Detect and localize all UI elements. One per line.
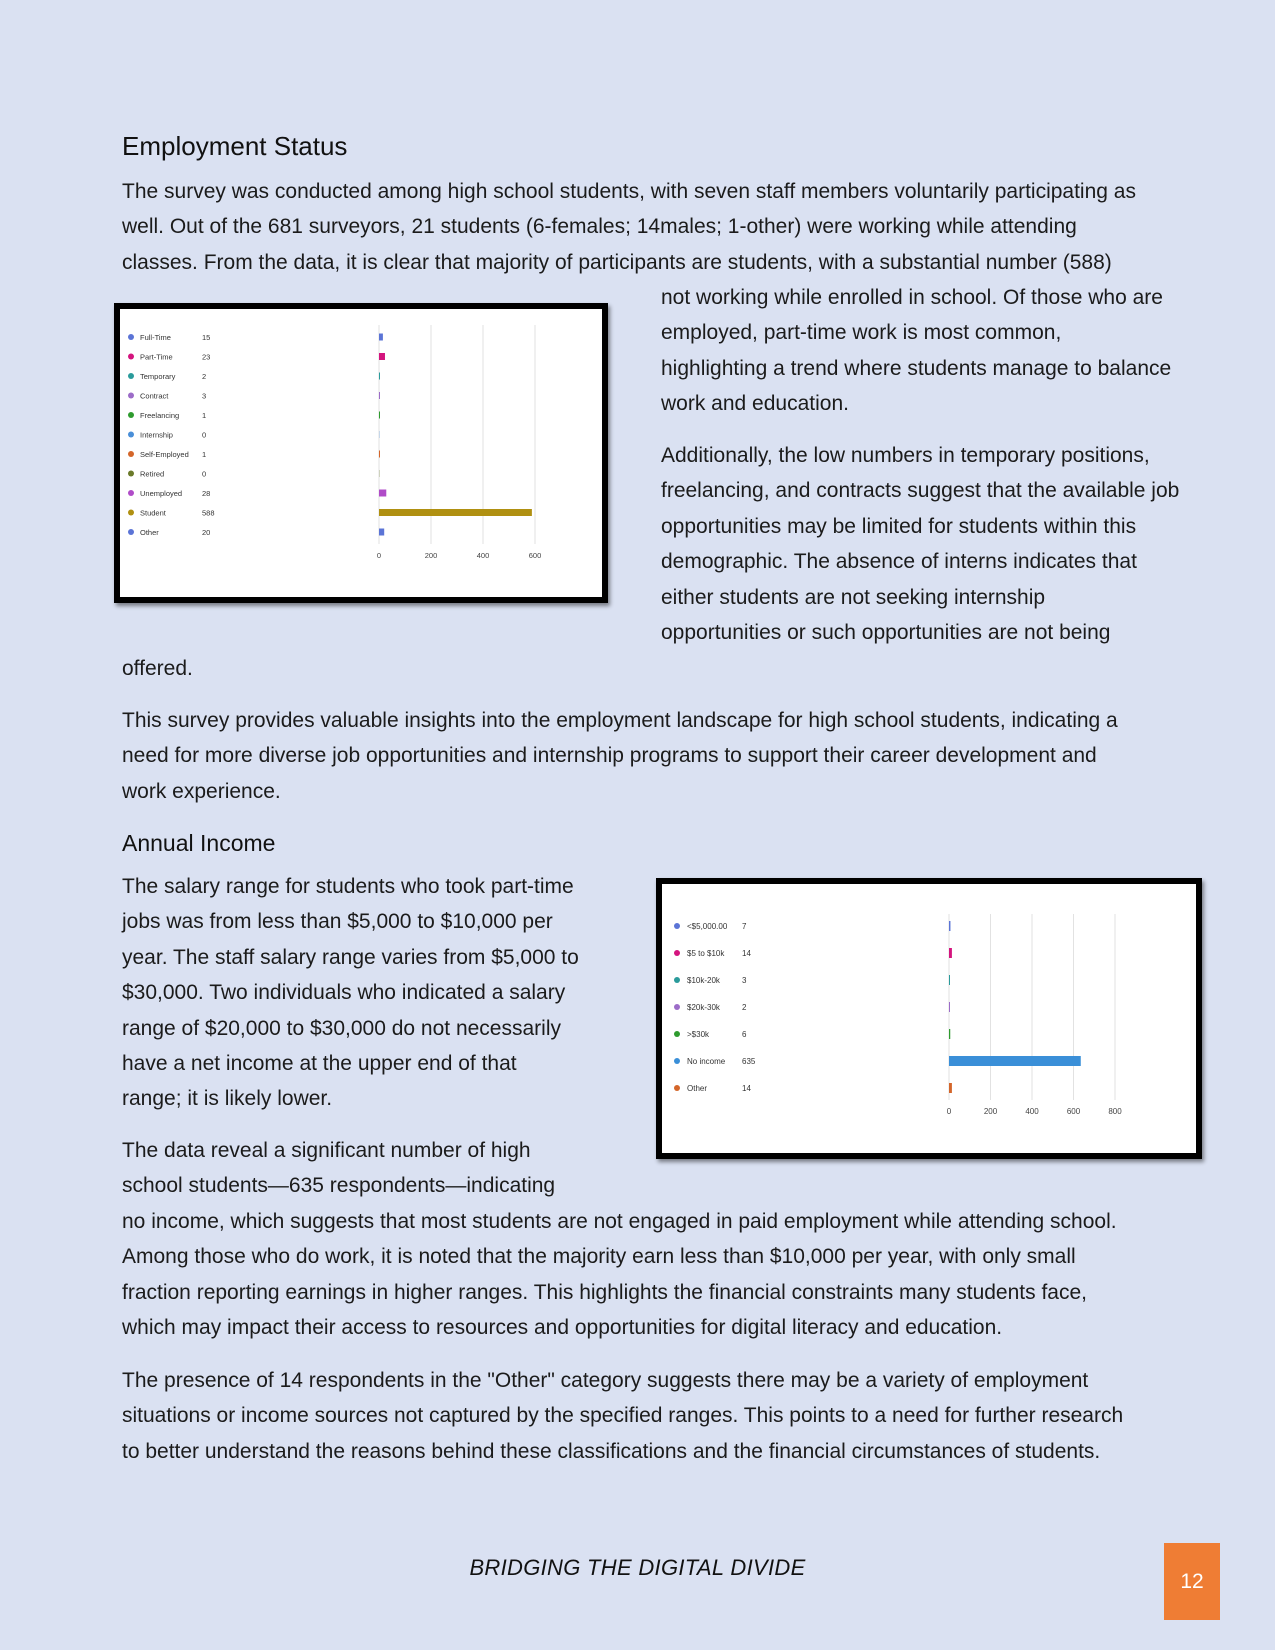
legend-dot [128, 490, 134, 496]
x-tick-label: 0 [946, 1107, 952, 1116]
text-line: range; it is likely lower. [122, 1087, 333, 1111]
legend-dot [674, 923, 680, 929]
bar [379, 431, 380, 438]
legend-dot [128, 334, 134, 340]
bar [379, 392, 380, 399]
bar [949, 1056, 1081, 1066]
income-paragraph-3 [122, 1363, 1222, 1469]
income-paragraph-2-wrap [122, 1133, 642, 1204]
x-tick-label: 400 [476, 551, 490, 560]
legend-label: $10k-20k [687, 976, 720, 985]
bar [379, 353, 385, 360]
bar [379, 334, 383, 341]
legend-value: 3 [202, 391, 207, 401]
legend-value: 588 [202, 508, 215, 518]
income-paragraph-2 [122, 1204, 1222, 1346]
text-line: no income, which suggests that most students are not engaged in paid employment while attending school. [122, 1210, 1117, 1233]
footer-title: BRIDGING THE DIGITAL DIVIDE [469, 1555, 806, 1580]
legend-label: Other [687, 1084, 708, 1093]
legend-value: 6 [742, 1030, 747, 1039]
text-line: school students—635 respondents—indicating [122, 1174, 556, 1198]
legend-value: 2 [742, 1003, 747, 1012]
text-line: The salary range for students who took part-time [122, 875, 574, 898]
text-line: either students are not seeking internship [661, 585, 1046, 609]
legend-dot [128, 354, 134, 360]
text-line: have a net income at the upper end of that [122, 1052, 517, 1076]
employment-paragraph-2 [661, 438, 1221, 650]
text-line: to better understand the reasons behind these classifications and the financial circumstances of students. [122, 1439, 1101, 1463]
legend-label: $20k-30k [687, 1003, 720, 1012]
legend-value: 3 [742, 976, 747, 985]
text-line: $30,000. Two individuals who indicated a salary [122, 981, 566, 1005]
legend-dot [128, 471, 134, 477]
legend-dot [128, 510, 134, 516]
legend-value: 14 [742, 949, 751, 958]
legend-dot [674, 977, 680, 983]
bar [379, 412, 380, 419]
text-line: well. Out of the 681 surveyors, 21 students (6-females; 14males; 1-other) were working while attending [122, 215, 1077, 239]
text-line: opportunities may be limited for students within this [661, 514, 1137, 538]
x-tick-label: 600 [1066, 1107, 1081, 1116]
text-line: The presence of 14 respondents in the "Other" category suggests there may be a variety of employment [122, 1369, 1089, 1392]
legend-label: >$30k [687, 1030, 710, 1039]
page-number-badge: 12 [1164, 1543, 1220, 1620]
bar [949, 948, 952, 958]
legend-label: $5 to $10k [687, 949, 725, 958]
bar [949, 1029, 950, 1039]
legend-dot [674, 1058, 680, 1064]
text-line: situations or income sources not captured by the specified ranges. This points to a need for further research [122, 1404, 1124, 1428]
text-line: Additionally, the low numbers in temporary positions, [661, 444, 1150, 467]
legend-value: 7 [742, 922, 747, 931]
text-line: work experience. [122, 779, 281, 803]
employment-paragraph-1 [122, 174, 1222, 280]
legend-label: Part-Time [140, 352, 173, 362]
bar [379, 509, 532, 516]
bar [949, 1002, 950, 1012]
legend-label: Retired [140, 469, 165, 479]
text-line: need for more diverse job opportunities and internship programs to support their career development and [122, 744, 1097, 768]
text-line: employed, part-time work is most common, [661, 321, 1062, 345]
legend-value: 0 [202, 430, 207, 440]
legend-dot [128, 432, 134, 438]
income-chart-figure [656, 878, 1202, 1159]
x-tick-label: 800 [1108, 1107, 1122, 1116]
employment-paragraph-1-wrap [661, 280, 1221, 422]
x-tick-label: 600 [528, 551, 542, 560]
text-line: Among those who do work, it is noted that the majority earn less than $10,000 per year, with only small [122, 1245, 1076, 1269]
legend-value: 2 [202, 372, 207, 381]
legend-label: No income [687, 1057, 726, 1066]
text-line: not working while enrolled in school. Of those who are [661, 286, 1163, 309]
legend-dot [128, 393, 134, 399]
legend-dot [674, 1085, 680, 1091]
bar [949, 1083, 952, 1093]
employment-paragraph-3 [122, 703, 1222, 809]
legend-value: 15 [202, 333, 211, 342]
legend-dot [674, 1031, 680, 1037]
income-heading: Annual Income [122, 830, 276, 856]
bar [379, 490, 386, 497]
text-line: range of $20,000 to $30,000 do not necessarily [122, 1016, 561, 1040]
legend-dot [674, 950, 680, 956]
legend-value: 28 [202, 489, 211, 498]
x-tick-label: 400 [1025, 1107, 1039, 1116]
legend-dot [128, 373, 134, 379]
text-line: jobs was from less than $5,000 to $10,000 per [122, 910, 553, 934]
legend-dot [674, 1004, 680, 1010]
text-line: year. The staff salary range varies from $5,000 to [122, 945, 579, 969]
bar [949, 921, 950, 931]
text-line: which may impact their access to resources and opportunities for digital literacy and education. [122, 1316, 1003, 1340]
x-tick-label: 200 [983, 1107, 998, 1116]
text-line: The data reveal a significant number of high [122, 1139, 531, 1162]
legend-label: Internship [140, 430, 173, 440]
legend-label: Contract [140, 391, 169, 401]
legend-value: 635 [742, 1057, 756, 1066]
legend-value: 14 [742, 1084, 751, 1093]
legend-value: 1 [202, 411, 207, 420]
legend-label: Freelancing [140, 411, 180, 420]
bar [379, 529, 384, 536]
legend-label: <$5,000.00 [687, 922, 728, 931]
x-tick-label: 200 [424, 551, 438, 560]
text-line: demographic. The absence of interns indicates that [661, 550, 1137, 574]
legend-value: 23 [202, 352, 211, 362]
text-line: classes. From the data, it is clear that majority of participants are students, with a substantial number (588) [122, 250, 1112, 274]
text-line: highlighting a trend where students manage to balance [661, 356, 1172, 380]
income-paragraph-1 [122, 869, 642, 1117]
employment-chart-figure [114, 303, 608, 603]
bar [379, 470, 380, 477]
employment-heading: Employment Status [122, 131, 348, 161]
text-line: The survey was conducted among high school students, with seven staff members voluntarily participating as [122, 180, 1136, 203]
legend-label: Temporary [140, 372, 176, 381]
bar [379, 451, 380, 458]
legend-value: 20 [202, 528, 211, 537]
legend-label: Other [140, 528, 159, 537]
legend-dot [128, 412, 134, 418]
text-line: work and education. [661, 392, 849, 416]
text-line: opportunities or such opportunities are not being [661, 621, 1111, 645]
legend-dot [128, 451, 134, 457]
text-line: freelancing, and contracts suggest that the available job [661, 479, 1180, 503]
text-line: This survey provides valuable insights into the employment landscape for high school students, indicating a [122, 709, 1118, 732]
bar [949, 975, 950, 985]
legend-label: Unemployed [140, 489, 183, 498]
legend-value: 1 [202, 450, 207, 459]
income-bar-chart [662, 884, 1196, 1153]
legend-dot [128, 529, 134, 535]
x-tick-label: 0 [376, 551, 382, 560]
bar [379, 373, 380, 380]
employment-bar-chart [120, 309, 602, 597]
employment-paragraph-2-tail: offered. [122, 657, 193, 680]
legend-label: Full-Time [140, 333, 171, 342]
legend-value: 0 [202, 469, 207, 479]
text-line: fraction reporting earnings in higher ranges. This highlights the financial constraints many students face, [122, 1280, 1087, 1304]
legend-label: Student [140, 508, 166, 518]
legend-label: Self-Employed [140, 450, 189, 459]
